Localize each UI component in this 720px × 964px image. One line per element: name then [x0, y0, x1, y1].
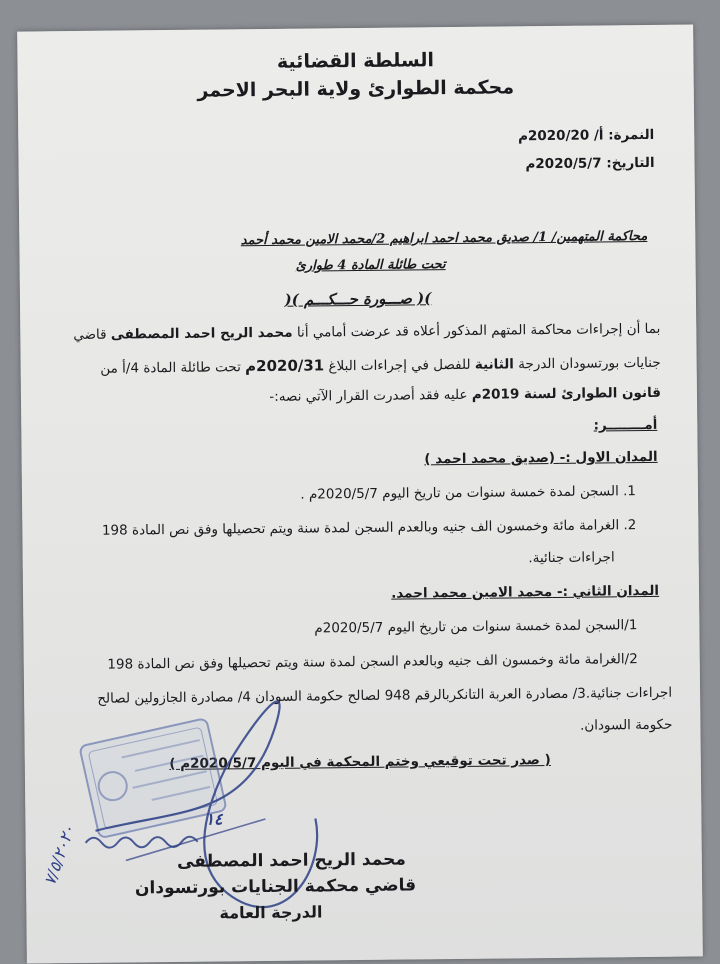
body-line-2-start: جنايات بورتسودان الدرجة [518, 354, 661, 373]
accused1-heading [424, 449, 657, 467]
accused2-sentence-2-end: حكومة السودان. [579, 716, 673, 734]
number-label: النمرة: أ/ [593, 126, 655, 144]
accused1-item1-text: السجن لمدة خمسة سنوات من تاريخ اليوم 2020/5/7م . [300, 483, 619, 503]
court-heading [18, 74, 694, 103]
accused1-sentence-2-cont: اجراءات جنائية. [528, 549, 615, 567]
body-line-1 [73, 321, 660, 343]
accused2-sentence-2: 2/الغرامة مائة وخمسون الف جنيه وبالعدم السجن لمدة سنة ويتم تحصيلها وفق نص المادة 198 [107, 651, 638, 673]
accused2-sentence-2-cont: اجراءات جنائية.3/ مصادرة العربة التانكربالرقم 948 لصالح حكومة السودان 4/ مصادرة الجازولين لصالح [97, 684, 673, 707]
accused2-sentence-1: 1/السجن لمدة خمسة سنوات من تاريخ اليوم 2020/5/7م [314, 617, 638, 637]
article-line: تحت طائلة المادة 4 طوارئ [295, 257, 446, 274]
issued-statement: ( صدر تحت توقيعي وختم المحكمة في اليوم 2020/5/7م ) [169, 752, 551, 773]
accused2-heading [391, 583, 659, 602]
judge-signature-name: محمد الريح احمد المصطفى [176, 849, 406, 872]
accused-line: محاكمة المتهمين/ 1/ صديق محمد احمد ابراهيم 2/محمد الامين محمد أحمد [240, 228, 648, 249]
body-line-3 [269, 385, 661, 405]
accused2-name: محمد الامين محمد احمد. [391, 583, 553, 602]
accused2-label: المدان الثاني :- [556, 582, 660, 600]
order-title: أمــــــــر: [593, 416, 658, 434]
body-line-2 [100, 353, 661, 377]
accused1-sentence-1: 1. السجن لمدة خمسة سنوات من تاريخ اليوم 2020/5/7م . [300, 483, 637, 503]
accused1-name: (صديق محمد احمد ) [424, 449, 556, 468]
court-degree: الثانية [474, 356, 514, 373]
verdict-title: )( صـــورة حـــكـــم )( [284, 289, 432, 309]
body-line-2-end: تحت طائلة المادة 4/أ من [100, 359, 241, 377]
document-page [17, 24, 703, 963]
report-number: 2020/31م [244, 356, 325, 376]
handwritten-date: ٧/٥/٢٠٢٠ [40, 822, 79, 888]
law-name: قانون الطوارئ لسنة 2019م [471, 384, 662, 403]
authority-heading [17, 46, 693, 75]
accused1-sentence-2: 2. الغرامة مائة وخمسون الف جنيه وبالعدم السجن لمدة سنة ويتم تحصيلها وفق نص المادة 198 [101, 517, 637, 539]
body-line-1-text: بما أن إجراءات محاكمة المتهم المذكور أعلاه قد عرضت أمامي أنا [296, 320, 661, 341]
handwritten-number: ١٤ [205, 809, 223, 829]
judge-signature-title: قاضي محكمة الجنايات بورتسودان [134, 875, 417, 899]
court-text: محكمة الطوارئ ولاية البحر الاحمر [197, 76, 515, 102]
reference-number [518, 127, 654, 144]
body-line-3-end: عليه فقد أصدرت القرار الآتي نصه:- [269, 386, 468, 405]
accused1-label: المدان الاول :- [559, 448, 658, 466]
judge-name: محمد الريح احمد المصطفى [110, 324, 293, 343]
date-value: 2020/5/7م [525, 155, 602, 173]
accused1-item2-text: الغرامة مائة وخمسون الف جنيه وبالعدم السجن لمدة سنة ويتم تحصيلها وفق نص المادة 198 [101, 517, 620, 539]
body-line-1-end: قاضي [73, 326, 107, 343]
authority-text: السلطة القضائية [276, 49, 435, 73]
body-line-2-mid: للفصل في إجراءات البلاغ [328, 356, 471, 375]
number-value: 2020/20م [517, 127, 590, 145]
judge-signature-degree: الدرجة العامة [219, 902, 323, 923]
date-label: التاريخ: [606, 154, 655, 172]
document-date [525, 155, 654, 172]
